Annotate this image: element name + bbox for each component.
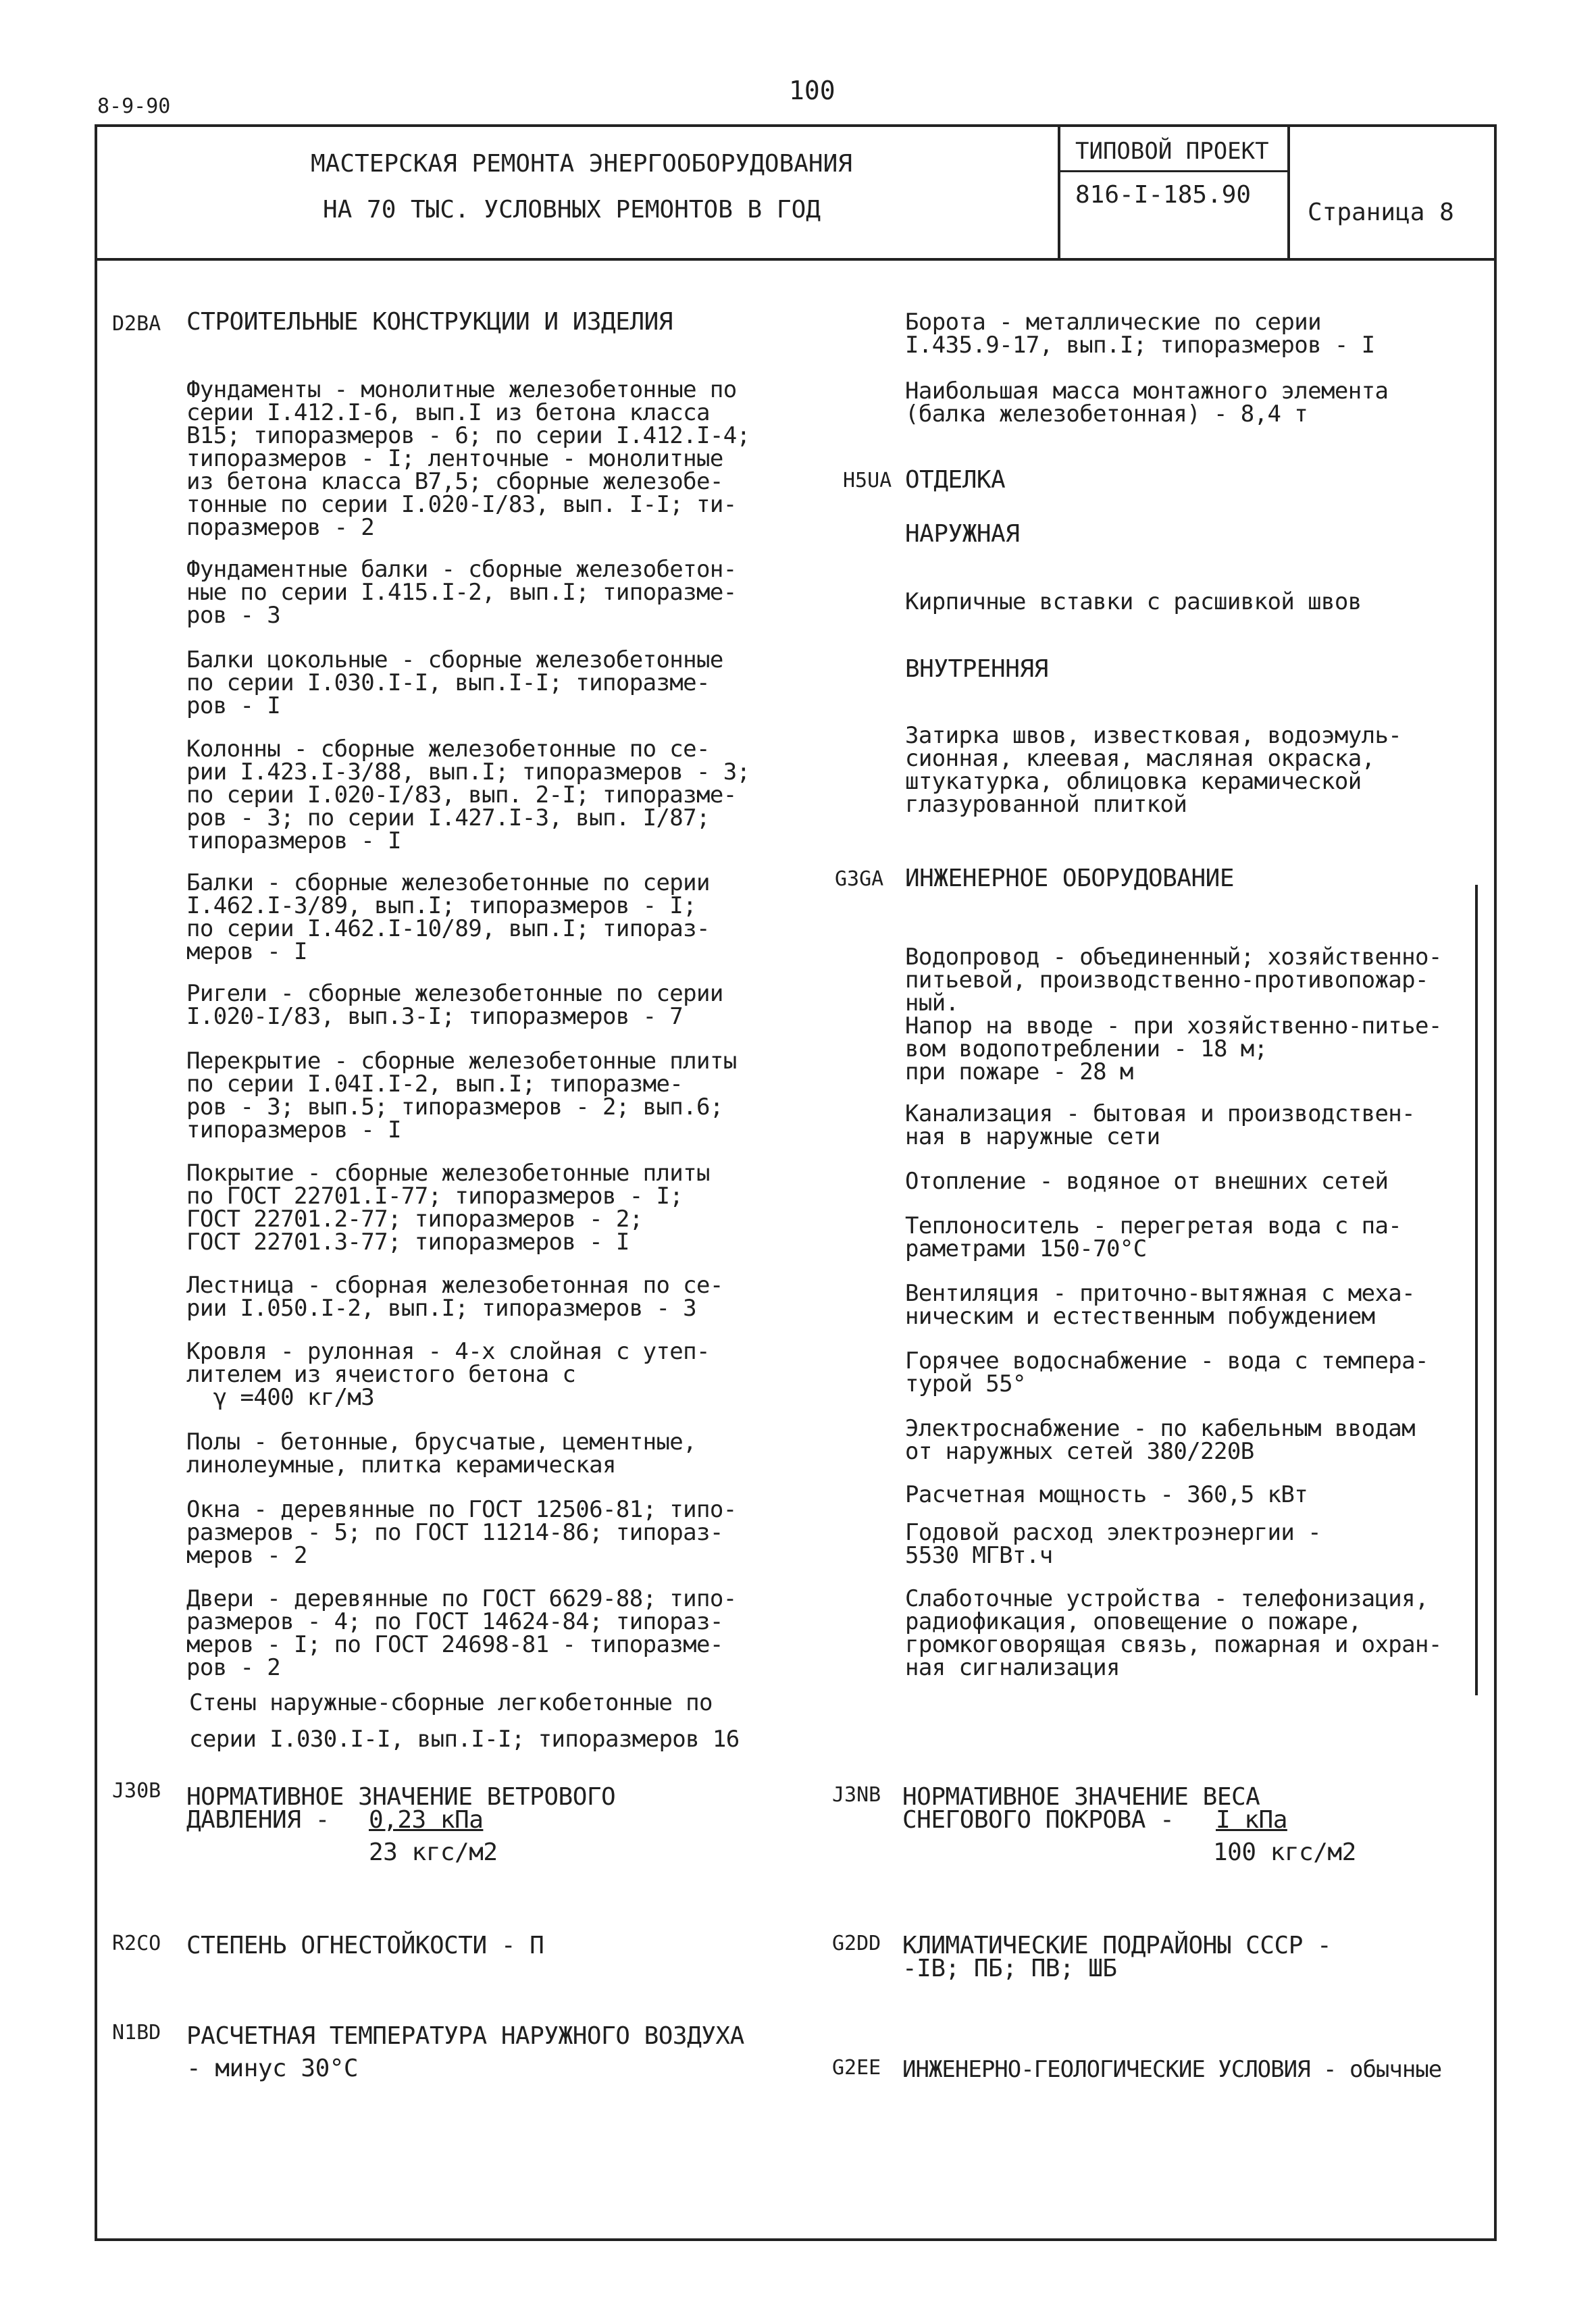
- fire-resistance: СТЕПЕНЬ ОГНЕСТОЙКОСТИ - П: [186, 1932, 544, 1959]
- section-code-j30b: J30B: [112, 1779, 161, 1803]
- section-code-n1bd: N1BD: [112, 2021, 161, 2045]
- header-column-divider: [1058, 124, 1060, 259]
- section-code-g3ga: G3GA: [835, 867, 884, 891]
- paragraph-windows: Окна - деревянные по ГОСТ 12506-81; типо- размеров - 5; по ГОСТ 11214-86; типораз- меров - 2: [186, 1496, 737, 1569]
- outdoor-temperature-value: - минус 30°С: [186, 2055, 359, 2082]
- wind-pressure-kgs: 23 кгс/м2: [369, 1839, 498, 1866]
- snow-load-label: СНЕГОВОГО ПОКРОВА -: [902, 1806, 1175, 1834]
- header-column-divider: [1287, 124, 1290, 259]
- paragraph-power: Расчетная мощность - 360,5 кВт: [905, 1481, 1308, 1508]
- project-label: ТИПОВОЙ ПРОЕКТ: [1075, 138, 1269, 165]
- paragraph-roofing: Кровля - рулонная - 4-х слойная с утеп- лителем из ячеистого бетона с γ =400 кг/м3: [186, 1338, 710, 1411]
- snow-load-kgs: 100 кгс/м2: [1213, 1839, 1356, 1866]
- paragraph-floor-slabs: Перекрытие - сборные железобетонные плиты по серии I.04I.I-2, вып.I; типоразме- ров - 3; вып.5; типоразмеров - 2; вып.6; типоразмеров - I: [186, 1048, 737, 1143]
- section-code-g2ee: G2EE: [832, 2056, 881, 2080]
- section-code-j3nb: J3NB: [832, 1783, 881, 1807]
- wind-pressure-heading: НОРМАТИВНОЕ ЗНАЧЕНИЕ ВЕТРОВОГО: [186, 1783, 616, 1811]
- paragraph-foundations: Фундаменты - монолитные железобетонные по серии I.412.I-6, вып.I из бетона класса В15; типоразмеров - 6; по серии I.412.I-4; типоразмеров - I; ленточные - монолитные из бетона класса В7,5; сборные железобе- тонные по серии I.020-I/83, вып. I-I; ти- поразмеров - 2: [186, 376, 750, 541]
- paragraph-heat-carrier: Теплоноситель - перегретая вода с па- раметрами 150-70°С: [905, 1212, 1402, 1262]
- paragraph-columns: Колонны - сборные железобетонные по се- рии I.423.I-3/88, вып.I; типоразмеров - 3; по серии I.020-I/83, вып. 2-I; типоразме- ров - 3; по серии I.427.I-3, вып. I/87; типоразмеров - I: [186, 736, 750, 854]
- paragraph-floors: Полы - бетонные, брусчатые, цементные, линолеумные, плитка керамическая: [186, 1429, 697, 1479]
- page-number: 100: [789, 76, 835, 105]
- paragraph-girders: Ригели - сборные железобетонные по серии I.020-I/83, вып.3-I; типоразмеров - 7: [186, 980, 723, 1030]
- paragraph-interior: Затирка швов, известковая, водоэмуль- сионная, клеевая, масляная окраска, штукатурка, облицовка керамической глазурованной плиткой: [905, 722, 1402, 818]
- heading-engineering: ИНЖЕНЕРНОЕ ОБОРУДОВАНИЕ: [905, 865, 1234, 892]
- paragraph-roof-slabs: Покрытие - сборные железобетонные плиты по ГОСТ 22701.I-77; типоразмеров - I; ГОСТ 22701.2-77; типоразмеров - 2; ГОСТ 22701.3-77; типоразмеров - I: [186, 1160, 710, 1256]
- climate-zones-values: -IB; ПБ; ПВ; ШБ: [902, 1955, 1117, 1982]
- paragraph-foundation-beams: Фундаментные балки - сборные железобетон- ные по серии I.415.I-2, вып.I; типоразме- ров - 3: [186, 556, 737, 629]
- project-cell-divider: [1058, 170, 1287, 172]
- paragraph-sewer: Канализация - бытовая и производствен- ная в наружные сети: [905, 1100, 1416, 1150]
- paragraph-max-mass: Наибольшая масса монтажного элемента (балка железобетонная) - 8,4 т: [905, 378, 1389, 428]
- heading-construction: СТРОИТЕЛЬНЫЕ КОНСТРУКЦИИ И ИЗДЕЛИЯ: [186, 308, 673, 336]
- geology-conditions: ИНЖЕНЕРНО-ГЕОЛОГИЧЕСКИЕ УСЛОВИЯ - обычные: [902, 2056, 1442, 2083]
- wind-pressure-value: 0,23 кПа: [369, 1806, 484, 1834]
- climate-zones-heading: КЛИМАТИЧЕСКИЕ ПОДРАЙОНЫ СССР -: [902, 1932, 1332, 1959]
- header-title-line2: НА 70 ТЫС. УСЛОВНЫХ РЕМОНТОВ В ГОД: [323, 196, 821, 224]
- paragraph-heating: Отопление - водяное от внешних сетей: [905, 1168, 1389, 1195]
- subheading-interior: ВНУТРЕННЯЯ: [905, 655, 1048, 683]
- paragraph-doors: Двери - деревянные по ГОСТ 6629-88; типо- размеров - 4; по ГОСТ 14624-84; типораз- меров - I; по ГОСТ 24698-81 - типоразме- ров - 2: [186, 1585, 737, 1681]
- snow-load-heading: НОРМАТИВНОЕ ЗНАЧЕНИЕ ВЕСА: [902, 1783, 1260, 1811]
- subheading-exterior: НАРУЖНАЯ: [905, 520, 1020, 548]
- page-label: Страница 8: [1308, 199, 1454, 226]
- section-code-d2ba: D2BA: [112, 312, 161, 336]
- section-code-g2dd: G2DD: [832, 1932, 881, 1955]
- paragraph-water-supply: Водопровод - объединенный; хозяйственно- питьевой, производственно-противопожар- ный. Напор на вводе - при хозяйственно-питье- вом водопотреблении - 18 м; при пожаре - 28 м: [905, 944, 1442, 1085]
- paragraph-hot-water: Горячее водоснабжение - вода с темпера- турой 55°: [905, 1347, 1428, 1397]
- paragraph-stairs: Лестница - сборная железобетонная по се- рии I.050.I-2, вып.I; типоразмеров - 3: [186, 1272, 723, 1322]
- paragraph-energy: Годовой расход электроэнергии - 5530 МГВт.ч: [905, 1519, 1321, 1569]
- paragraph-plinth-beams: Балки цокольные - сборные железобетонные по серии I.030.I-I, вып.I-I; типоразме- ров - I: [186, 646, 723, 719]
- document-date: 8-9-90: [97, 95, 171, 118]
- header-title-line1: МАСТЕРСКАЯ РЕМОНТА ЭНЕРГООБОРУДОВАНИЯ: [311, 150, 852, 178]
- section-code-h5ua: H5UA: [843, 469, 892, 492]
- outdoor-temperature-heading: РАСЧЕТНАЯ ТЕМПЕРАТУРА НАРУЖНОГО ВОЗДУХА: [186, 2022, 744, 2050]
- paragraph-low-current: Слаботочные устройства - телефонизация, радиофикация, оповещение о пожаре, громкоговорящая связь, пожарная и охран- ная сигнализация: [905, 1585, 1442, 1681]
- paragraph-beams: Балки - сборные железобетонные по серии I.462.I-3/89, вып.I; типоразмеров - I; по серии I.462.I-10/89, вып.I; типораз- меров - I: [186, 869, 710, 965]
- paragraph-ventilation: Вентиляция - приточно-вытяжная с меха- ническим и естественным побуждением: [905, 1280, 1416, 1330]
- paragraph-exterior: Кирпичные вставки с расшивкой швов: [905, 588, 1362, 615]
- right-margin-bar: [1475, 885, 1478, 1695]
- header-divider: [95, 258, 1497, 261]
- wind-pressure-label: ДАВЛЕНИЯ -: [186, 1806, 330, 1834]
- snow-load-value: I кПа: [1216, 1806, 1287, 1834]
- project-code: 816-I-185.90: [1075, 181, 1252, 209]
- paragraph-gates: Борота - металлические по серии I.435.9-17, вып.I; типоразмеров - I: [905, 309, 1375, 359]
- paragraph-power-supply: Электроснабжение - по кабельным вводам от наружных сетей 380/220В: [905, 1415, 1416, 1465]
- paragraph-walls: Стены наружные-сборные легкобетонные по серии I.030.I-I, вып.I-I; типоразмеров 16: [189, 1689, 740, 1753]
- section-code-r2co: R2CO: [112, 1932, 161, 1955]
- heading-finishing: ОТДЕЛКА: [905, 466, 1006, 494]
